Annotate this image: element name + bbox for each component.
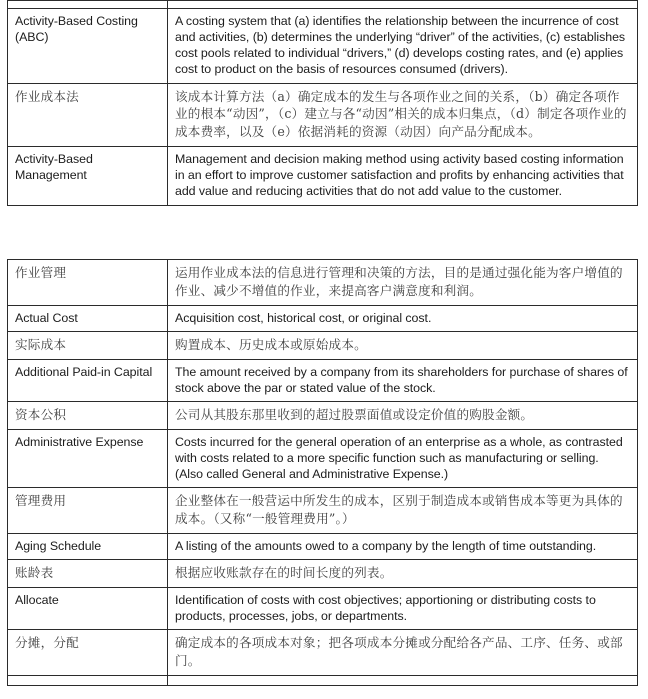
term-cell: 作业成本法 — [8, 83, 168, 147]
table-row — [8, 488, 638, 534]
term-cell: Administrative Expense — [8, 429, 168, 487]
term-cell: 分摊，分配 — [8, 630, 168, 676]
definition-cell: Management and decision making method using activity based costing information in an effort to improve customer satisfaction and profits by enhancing activities that add value and reducing activities that do not add value to the customer. — [168, 147, 638, 205]
table-body — [8, 260, 638, 686]
term-cell: 实际成本 — [8, 331, 168, 359]
table-row — [8, 560, 638, 588]
partial-term-cell — [8, 1, 168, 9]
table-row — [8, 630, 638, 676]
definition-cell: 根据应收账款存在的时间长度的列表。 — [168, 560, 638, 588]
term-cell: Activity-Based Management — [8, 147, 168, 205]
term-cell: Activity-Based Costing (ABC) — [8, 9, 168, 84]
table-row — [8, 359, 638, 401]
term-cell: Additional Paid-in Capital — [8, 359, 168, 401]
term-cell: Allocate — [8, 588, 168, 630]
table-body — [8, 1, 638, 206]
table-row — [8, 429, 638, 487]
definition-cell: 企业整体在一般营运中所发生的成本，区别于制造成本或销售成本等更为具体的成本。（又称“一般管理费用”。） — [168, 488, 638, 534]
definition-cell: A costing system that (a) identifies the relationship between the incurrence of cost and activities, (b) determines the underlying “driver” of the activities, (c) establishes cost pools related to individual “drivers,” (d) develops costing rates, and (e) applies cost to product on the basis of resources consumed (drivers). — [168, 9, 638, 84]
partial-definition-cell — [168, 1, 638, 9]
definition-cell: Acquisition cost, historical cost, or original cost. — [168, 305, 638, 331]
table-row — [8, 588, 638, 630]
table-row — [8, 83, 638, 147]
partial-term-cell — [8, 676, 168, 686]
table-row — [8, 331, 638, 359]
definition-cell: 该成本计算方法（a）确定成本的发生与各项作业之间的关系，（b）确定各项作业的根本“动因”，（c）建立与各“动因”相关的成本归集点，（d）制定各项作业的成本费率，以及（e）依据消耗的资源（动因）向产品分配成本。 — [168, 83, 638, 147]
table-row — [8, 9, 638, 84]
definition-cell: 确定成本的各项成本对象；把各项成本分摊或分配给各产品、工序、任务、或部门。 — [168, 630, 638, 676]
term-cell: 账龄表 — [8, 560, 168, 588]
table-row-partial-top — [8, 1, 638, 9]
term-cell: 管理费用 — [8, 488, 168, 534]
glossary-table-block-2 — [7, 259, 638, 686]
term-cell: 作业管理 — [8, 260, 168, 306]
term-cell: Aging Schedule — [8, 534, 168, 560]
term-cell: Actual Cost — [8, 305, 168, 331]
term-cell: 资本公积 — [8, 402, 168, 430]
glossary-table-block-1 — [7, 0, 638, 206]
definition-cell: Costs incurred for the general operation of an enterprise as a whole, as contrasted with costs related to a more specific function such as manufacturing or selling. (Also called General and Administrative Expense.) — [168, 429, 638, 487]
table-row-partial-bottom — [8, 676, 638, 686]
table-row — [8, 305, 638, 331]
table-row — [8, 402, 638, 430]
definition-cell: Identification of costs with cost objectives; apportioning or distributing costs to products, processes, jobs, or departments. — [168, 588, 638, 630]
definition-cell: 运用作业成本法的信息进行管理和决策的方法，目的是通过强化能为客户增值的作业、减少不增值的作业，来提高客户满意度和利润。 — [168, 260, 638, 306]
partial-definition-cell — [168, 676, 638, 686]
definition-cell: 购置成本、历史成本或原始成本。 — [168, 331, 638, 359]
definition-cell: 公司从其股东那里收到的超过股票面值或设定价值的购股金额。 — [168, 402, 638, 430]
table-row — [8, 260, 638, 306]
table-row — [8, 147, 638, 205]
definition-cell: A listing of the amounts owed to a company by the length of time outstanding. — [168, 534, 638, 560]
table-row — [8, 534, 638, 560]
definition-cell: The amount received by a company from its shareholders for purchase of shares of stock above the par or stated value of the stock. — [168, 359, 638, 401]
